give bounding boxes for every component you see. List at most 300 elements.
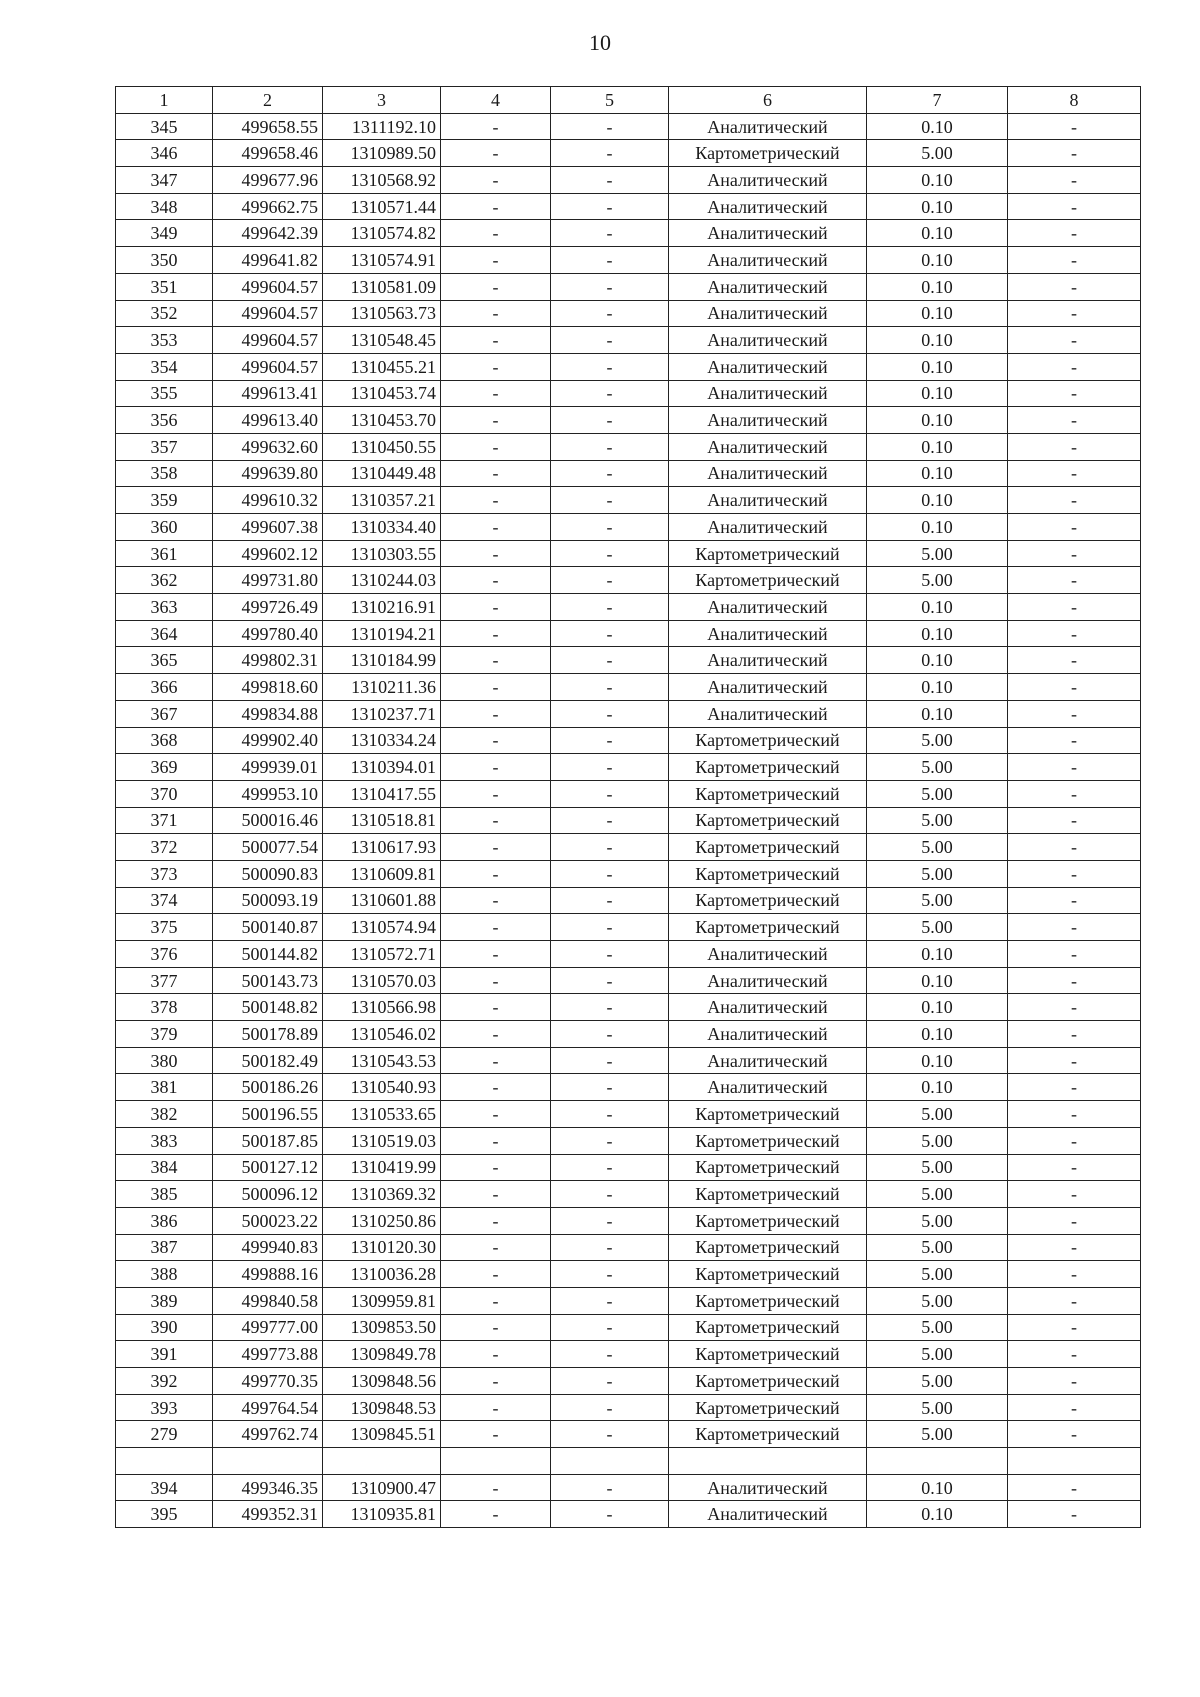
table-body [116,87,1141,1528]
col4-cell: - [441,247,551,274]
col8-cell: - [1008,380,1141,407]
col8-cell: - [1008,1341,1141,1368]
x-coordinate-cell: 499780.40 [213,620,323,647]
accuracy-cell: 5.00 [867,1181,1008,1208]
table-row [116,780,1141,807]
point-number-cell: 392 [116,1368,213,1395]
x-coordinate-cell: 499613.40 [213,407,323,434]
point-number-cell: 356 [116,407,213,434]
point-number-cell: 391 [116,1341,213,1368]
col8-cell: - [1008,1074,1141,1101]
accuracy-cell: 0.10 [867,941,1008,968]
col5-cell: - [551,140,669,167]
table-row [116,941,1141,968]
col5-cell: - [551,594,669,621]
col4-cell: - [441,327,551,354]
x-coordinate-cell: 499940.83 [213,1234,323,1261]
point-number-cell: 382 [116,1101,213,1128]
method-cell: Картометрический [669,727,867,754]
accuracy-cell: 5.00 [867,1341,1008,1368]
method-cell: Картометрический [669,540,867,567]
y-coordinate-cell: 1310250.86 [323,1207,441,1234]
accuracy-cell: 0.10 [867,1474,1008,1501]
x-coordinate-cell: 499840.58 [213,1287,323,1314]
method-cell: Аналитический [669,941,867,968]
method-cell: Аналитический [669,220,867,247]
table-row [116,647,1141,674]
table-row [116,167,1141,194]
col8-cell: - [1008,834,1141,861]
col8-cell: - [1008,1368,1141,1395]
col5-cell: - [551,1021,669,1048]
y-coordinate-cell: 1310036.28 [323,1261,441,1288]
col5-cell: - [551,167,669,194]
accuracy-cell: 0.10 [867,647,1008,674]
method-cell: Аналитический [669,647,867,674]
table-row [116,514,1141,541]
col5-cell: - [551,647,669,674]
col4-cell: - [441,994,551,1021]
col8-cell: - [1008,140,1141,167]
point-number-cell: 377 [116,967,213,994]
point-number-cell: 347 [116,167,213,194]
y-coordinate-cell: 1310334.40 [323,514,441,541]
point-number-cell: 388 [116,1261,213,1288]
col4-cell: - [441,967,551,994]
col5-cell: - [551,860,669,887]
table-row [116,754,1141,781]
col4-cell: - [441,300,551,327]
x-coordinate-cell: 499888.16 [213,1261,323,1288]
x-coordinate-cell: 499764.54 [213,1394,323,1421]
x-coordinate-cell: 499939.01 [213,754,323,781]
col4-cell: - [441,1127,551,1154]
y-coordinate-cell: 1310543.53 [323,1047,441,1074]
point-number-cell [116,1448,213,1475]
x-coordinate-cell: 500127.12 [213,1154,323,1181]
accuracy-cell: 5.00 [867,780,1008,807]
accuracy-cell: 0.10 [867,460,1008,487]
x-coordinate-cell: 500077.54 [213,834,323,861]
table-row [116,1047,1141,1074]
y-coordinate-cell: 1310453.70 [323,407,441,434]
method-cell: Аналитический [669,514,867,541]
method-cell: Картометрический [669,1421,867,1448]
table-row [116,1287,1141,1314]
col4-cell: - [441,834,551,861]
method-cell: Аналитический [669,167,867,194]
col8-cell: - [1008,914,1141,941]
col8-cell: - [1008,433,1141,460]
accuracy-cell: 0.10 [867,220,1008,247]
y-coordinate-cell: 1310574.82 [323,220,441,247]
table-row [116,300,1141,327]
point-number-cell: 385 [116,1181,213,1208]
col5-cell: - [551,674,669,701]
x-coordinate-cell: 499726.49 [213,594,323,621]
col4-cell: - [441,1047,551,1074]
col8-cell: - [1008,1314,1141,1341]
col5-cell: - [551,273,669,300]
col8-cell: - [1008,567,1141,594]
table-row [116,193,1141,220]
col4-cell: - [441,754,551,781]
col4-cell [441,1448,551,1475]
method-cell: Аналитический [669,994,867,1021]
col4-cell: - [441,220,551,247]
y-coordinate-cell: 1310581.09 [323,273,441,300]
col5-cell: - [551,1207,669,1234]
col4-cell: - [441,914,551,941]
accuracy-cell: 0.10 [867,1074,1008,1101]
col8-cell: - [1008,1501,1141,1528]
method-cell: Картометрический [669,914,867,941]
col5-cell: - [551,967,669,994]
method-cell: Картометрический [669,1207,867,1234]
y-coordinate-cell: 1310455.21 [323,353,441,380]
col4-cell: - [441,1074,551,1101]
y-coordinate-cell: 1310989.50 [323,140,441,167]
method-cell: Картометрический [669,1127,867,1154]
col5-cell: - [551,380,669,407]
col8-cell: - [1008,113,1141,140]
method-cell: Аналитический [669,1021,867,1048]
col8-cell: - [1008,300,1141,327]
col8-cell: - [1008,514,1141,541]
y-coordinate-cell: 1309845.51 [323,1421,441,1448]
col4-cell: - [441,1234,551,1261]
col5-cell: - [551,407,669,434]
column-header: 3 [323,87,441,114]
y-coordinate-cell: 1310357.21 [323,487,441,514]
accuracy-cell: 0.10 [867,433,1008,460]
y-coordinate-cell: 1310900.47 [323,1474,441,1501]
col4-cell: - [441,1101,551,1128]
method-cell: Картометрический [669,754,867,781]
method-cell: Картометрический [669,1234,867,1261]
col8-cell: - [1008,353,1141,380]
y-coordinate-cell: 1310184.99 [323,647,441,674]
col5-cell: - [551,220,669,247]
col5-cell: - [551,540,669,567]
method-cell: Картометрический [669,834,867,861]
method-cell: Картометрический [669,780,867,807]
method-cell: Картометрический [669,1394,867,1421]
col5-cell: - [551,620,669,647]
table-row [116,860,1141,887]
column-header: 4 [441,87,551,114]
col8-cell: - [1008,941,1141,968]
x-coordinate-cell: 499604.57 [213,300,323,327]
y-coordinate-cell: 1310450.55 [323,433,441,460]
accuracy-cell: 5.00 [867,1368,1008,1395]
x-coordinate-cell: 500140.87 [213,914,323,941]
col5-cell: - [551,1421,669,1448]
table-row [116,594,1141,621]
method-cell: Аналитический [669,300,867,327]
point-number-cell: 389 [116,1287,213,1314]
x-coordinate-cell: 500144.82 [213,941,323,968]
col4-cell: - [441,193,551,220]
method-cell: Аналитический [669,460,867,487]
table-row [116,1314,1141,1341]
col5-cell: - [551,941,669,968]
x-coordinate-cell: 499953.10 [213,780,323,807]
col8-cell: - [1008,487,1141,514]
column-header: 2 [213,87,323,114]
table-row [116,807,1141,834]
table-row [116,540,1141,567]
col4-cell: - [441,1207,551,1234]
col8-cell: - [1008,1421,1141,1448]
x-coordinate-cell: 499658.46 [213,140,323,167]
col5-cell: - [551,727,669,754]
y-coordinate-cell: 1311192.10 [323,113,441,140]
method-cell: Аналитический [669,700,867,727]
method-cell: Картометрический [669,1287,867,1314]
col4-cell: - [441,887,551,914]
accuracy-cell: 5.00 [867,727,1008,754]
col5-cell: - [551,1154,669,1181]
point-number-cell: 351 [116,273,213,300]
col8-cell: - [1008,327,1141,354]
col5-cell: - [551,567,669,594]
col8-cell: - [1008,700,1141,727]
col4-cell: - [441,941,551,968]
table-row [116,620,1141,647]
table-row [116,220,1141,247]
y-coordinate-cell: 1310194.21 [323,620,441,647]
method-cell: Аналитический [669,273,867,300]
col4-cell: - [441,1501,551,1528]
y-coordinate-cell: 1310571.44 [323,193,441,220]
x-coordinate-cell: 499607.38 [213,514,323,541]
point-number-cell: 393 [116,1394,213,1421]
col8-cell: - [1008,460,1141,487]
method-cell: Картометрический [669,1101,867,1128]
point-number-cell: 345 [116,113,213,140]
col5-cell: - [551,834,669,861]
table-row [116,1181,1141,1208]
point-number-cell: 357 [116,433,213,460]
point-number-cell: 375 [116,914,213,941]
y-coordinate-cell: 1310417.55 [323,780,441,807]
table-row [116,887,1141,914]
x-coordinate-cell: 499604.57 [213,273,323,300]
table-row [116,327,1141,354]
y-coordinate-cell: 1310572.71 [323,941,441,968]
x-coordinate-cell: 499773.88 [213,1341,323,1368]
y-coordinate-cell: 1309848.56 [323,1368,441,1395]
col8-cell: - [1008,807,1141,834]
point-number-cell: 365 [116,647,213,674]
point-number-cell: 368 [116,727,213,754]
y-coordinate-cell: 1310570.03 [323,967,441,994]
accuracy-cell: 0.10 [867,594,1008,621]
accuracy-cell: 0.10 [867,674,1008,701]
method-cell: Картометрический [669,1314,867,1341]
method-cell: Картометрический [669,1181,867,1208]
x-coordinate-cell: 499604.57 [213,327,323,354]
accuracy-cell: 0.10 [867,1047,1008,1074]
column-header: 1 [116,87,213,114]
col8-cell: - [1008,647,1141,674]
y-coordinate-cell: 1310120.30 [323,1234,441,1261]
col4-cell: - [441,407,551,434]
col5-cell: - [551,1501,669,1528]
x-coordinate-cell: 499762.74 [213,1421,323,1448]
table-row [116,1448,1141,1475]
column-header: 6 [669,87,867,114]
col4-cell: - [441,1341,551,1368]
x-coordinate-cell: 499677.96 [213,167,323,194]
col4-cell: - [441,1421,551,1448]
page-number: 10 [589,30,611,55]
accuracy-cell: 0.10 [867,327,1008,354]
col5-cell: - [551,914,669,941]
method-cell: Аналитический [669,1047,867,1074]
col4-cell: - [441,727,551,754]
col4-cell: - [441,273,551,300]
col8-cell: - [1008,967,1141,994]
col4-cell: - [441,460,551,487]
col4-cell: - [441,1394,551,1421]
method-cell: Картометрический [669,1341,867,1368]
accuracy-cell: 5.00 [867,1234,1008,1261]
table-row [116,1368,1141,1395]
point-number-cell: 364 [116,620,213,647]
col5-cell: - [551,1181,669,1208]
col5-cell: - [551,113,669,140]
accuracy-cell: 5.00 [867,834,1008,861]
col4-cell: - [441,1154,551,1181]
accuracy-cell: 0.10 [867,407,1008,434]
point-number-cell: 353 [116,327,213,354]
table-row [116,1154,1141,1181]
method-cell: Картометрический [669,807,867,834]
accuracy-cell: 5.00 [867,140,1008,167]
accuracy-cell: 0.10 [867,487,1008,514]
table-row [116,700,1141,727]
accuracy-cell: 0.10 [867,353,1008,380]
point-number-cell: 362 [116,567,213,594]
col5-cell: - [551,780,669,807]
table-row [116,353,1141,380]
method-cell: Аналитический [669,327,867,354]
col8-cell: - [1008,994,1141,1021]
col8-cell: - [1008,1047,1141,1074]
method-cell: Картометрический [669,860,867,887]
point-number-cell: 371 [116,807,213,834]
col8-cell: - [1008,1101,1141,1128]
y-coordinate-cell: 1310609.81 [323,860,441,887]
y-coordinate-cell: 1309853.50 [323,1314,441,1341]
x-coordinate-cell: 500187.85 [213,1127,323,1154]
table-row [116,1127,1141,1154]
col8-cell: - [1008,247,1141,274]
col5-cell: - [551,700,669,727]
x-coordinate-cell: 499613.41 [213,380,323,407]
point-number-cell: 380 [116,1047,213,1074]
col4-cell: - [441,140,551,167]
table-row [116,113,1141,140]
col5-cell: - [551,433,669,460]
x-coordinate-cell: 499610.32 [213,487,323,514]
x-coordinate-cell: 500196.55 [213,1101,323,1128]
col4-cell: - [441,620,551,647]
accuracy-cell: 0.10 [867,620,1008,647]
col4-cell: - [441,647,551,674]
method-cell: Аналитический [669,1501,867,1528]
y-coordinate-cell: 1310211.36 [323,674,441,701]
col8-cell: - [1008,674,1141,701]
col8-cell: - [1008,1394,1141,1421]
accuracy-cell [867,1448,1008,1475]
y-coordinate-cell: 1310334.24 [323,727,441,754]
method-cell: Аналитический [669,353,867,380]
table-row [116,247,1141,274]
x-coordinate-cell: 500182.49 [213,1047,323,1074]
col8-cell: - [1008,1261,1141,1288]
table-row [116,994,1141,1021]
point-number-cell: 379 [116,1021,213,1048]
method-cell: Картометрический [669,140,867,167]
col5-cell: - [551,514,669,541]
point-number-cell: 367 [116,700,213,727]
table-row [116,407,1141,434]
y-coordinate-cell: 1310518.81 [323,807,441,834]
x-coordinate-cell: 499777.00 [213,1314,323,1341]
y-coordinate-cell: 1310419.99 [323,1154,441,1181]
table-row [116,1341,1141,1368]
accuracy-cell: 5.00 [867,754,1008,781]
y-coordinate-cell: 1310617.93 [323,834,441,861]
method-cell: Картометрический [669,1368,867,1395]
col5-cell: - [551,1101,669,1128]
x-coordinate-cell: 499632.60 [213,433,323,460]
method-cell: Аналитический [669,620,867,647]
method-cell: Аналитический [669,113,867,140]
point-number-cell: 366 [116,674,213,701]
accuracy-cell: 0.10 [867,300,1008,327]
col4-cell: - [441,540,551,567]
column-header: 5 [551,87,669,114]
x-coordinate-cell: 500023.22 [213,1207,323,1234]
col5-cell: - [551,353,669,380]
x-coordinate-cell: 499642.39 [213,220,323,247]
col8-cell: - [1008,1207,1141,1234]
method-cell [669,1448,867,1475]
column-header: 8 [1008,87,1141,114]
point-number-cell: 395 [116,1501,213,1528]
table-row [116,1501,1141,1528]
col8-cell: - [1008,1021,1141,1048]
x-coordinate-cell: 499352.31 [213,1501,323,1528]
y-coordinate-cell: 1309849.78 [323,1341,441,1368]
method-cell: Аналитический [669,247,867,274]
y-coordinate-cell: 1310303.55 [323,540,441,567]
x-coordinate-cell: 499802.31 [213,647,323,674]
method-cell: Картометрический [669,567,867,594]
col4-cell: - [441,860,551,887]
col4-cell: - [441,780,551,807]
col5-cell: - [551,1127,669,1154]
table-row [116,1421,1141,1448]
table-row [116,487,1141,514]
col8-cell: - [1008,1181,1141,1208]
point-number-cell: 359 [116,487,213,514]
y-coordinate-cell: 1310566.98 [323,994,441,1021]
